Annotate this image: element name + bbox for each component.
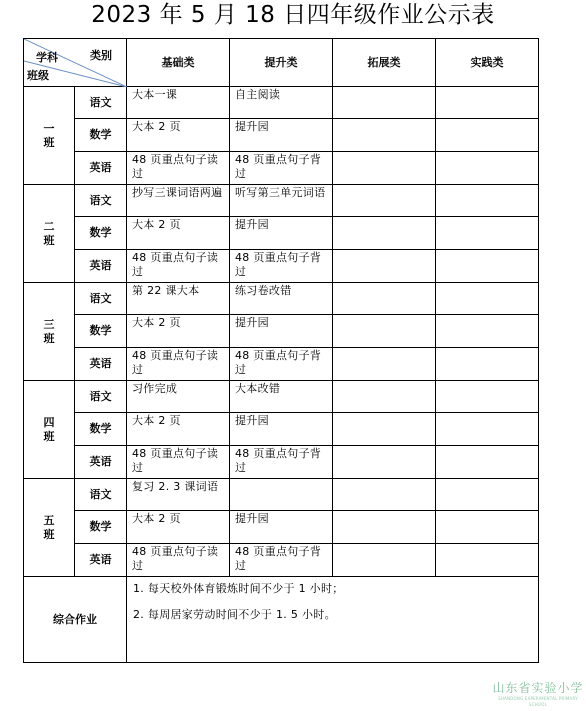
table-row <box>24 544 539 577</box>
table-row <box>24 250 539 283</box>
class-name-cell <box>24 185 75 283</box>
class-name-cell <box>24 87 75 185</box>
extended-homework-cell <box>333 544 436 577</box>
practice-homework-cell <box>436 283 539 315</box>
basic-homework-cell: 复习 2. 3 课词语 <box>127 479 230 511</box>
advanced-homework-cell <box>230 479 333 511</box>
basic-homework-cell: 大本 2 页 <box>127 315 230 348</box>
class-name: 一班 <box>43 121 55 149</box>
basic-homework-cell: 大本一课 <box>127 87 230 119</box>
subject-cell: 英语 <box>75 348 127 381</box>
class-name-cell <box>24 283 75 381</box>
table-row <box>24 479 539 511</box>
table-row <box>24 87 539 119</box>
page-title: 2023 年 5 月 18 日四年级作业公示表 <box>91 2 495 28</box>
class-name: 五班 <box>43 513 55 541</box>
class-axis-label: 班级 <box>27 69 49 82</box>
extended-homework-cell <box>333 479 436 511</box>
summary-label: 综合作业 <box>24 577 127 663</box>
subject-cell: 英语 <box>75 446 127 479</box>
practice-homework-cell <box>436 185 539 217</box>
summary-row <box>24 577 539 663</box>
advanced-homework-cell: 提升园 <box>230 511 333 544</box>
class-name: 三班 <box>43 317 55 345</box>
extended-homework-cell <box>333 250 436 283</box>
advanced-homework-cell: 听写第三单元词语 <box>230 185 333 217</box>
table-row <box>24 511 539 544</box>
extended-homework-cell <box>333 381 436 413</box>
class-name-cell <box>24 381 75 479</box>
advanced-homework-cell: 大本改错 <box>230 381 333 413</box>
school-logo-english: SHANDONG EXPERIMENTAL PRIMARY SCHOOL <box>498 696 578 707</box>
practice-homework-cell <box>436 413 539 446</box>
basic-homework-cell: 48 页重点句子读过 <box>127 250 230 283</box>
extended-homework-cell <box>333 283 436 315</box>
subject-cell: 语文 <box>75 185 127 217</box>
basic-homework-cell: 大本 2 页 <box>127 217 230 250</box>
column-header-practice: 实践类 <box>436 39 539 87</box>
subject-cell: 英语 <box>75 250 127 283</box>
extended-homework-cell <box>333 413 436 446</box>
advanced-homework-cell: 48 页重点句子背过 <box>230 446 333 479</box>
advanced-homework-cell: 48 页重点句子背过 <box>230 348 333 381</box>
practice-homework-cell <box>436 544 539 577</box>
basic-homework-cell: 大本 2 页 <box>127 511 230 544</box>
advanced-homework-cell: 自主阅读 <box>230 87 333 119</box>
basic-homework-cell: 48 页重点句子读过 <box>127 446 230 479</box>
practice-homework-cell <box>436 381 539 413</box>
practice-homework-cell <box>436 315 539 348</box>
subject-cell: 数学 <box>75 119 127 152</box>
extended-homework-cell <box>333 511 436 544</box>
extended-homework-cell <box>333 217 436 250</box>
practice-homework-cell <box>436 446 539 479</box>
practice-homework-cell <box>436 152 539 185</box>
practice-homework-cell <box>436 250 539 283</box>
subject-cell: 数学 <box>75 413 127 446</box>
header-row <box>24 39 539 87</box>
table-row <box>24 283 539 315</box>
basic-homework-cell: 大本 2 页 <box>127 413 230 446</box>
table-row <box>24 348 539 381</box>
category-axis-label: 类别 <box>90 49 112 62</box>
basic-homework-cell: 48 页重点句子读过 <box>127 152 230 185</box>
school-logo <box>492 681 584 709</box>
basic-homework-cell: 抄写三课词语两遍 <box>127 185 230 217</box>
advanced-homework-cell: 48 页重点句子背过 <box>230 544 333 577</box>
subject-cell: 数学 <box>75 217 127 250</box>
advanced-homework-cell: 提升园 <box>230 217 333 250</box>
advanced-homework-cell: 48 页重点句子背过 <box>230 152 333 185</box>
table-row <box>24 119 539 152</box>
extended-homework-cell <box>333 348 436 381</box>
advanced-homework-cell: 练习卷改错 <box>230 283 333 315</box>
extended-homework-cell <box>333 446 436 479</box>
table-row <box>24 413 539 446</box>
table-row <box>24 446 539 479</box>
extended-homework-cell <box>333 87 436 119</box>
basic-homework-cell: 48 页重点句子读过 <box>127 544 230 577</box>
subject-cell: 语文 <box>75 381 127 413</box>
class-name: 四班 <box>43 415 55 443</box>
diagonal-header-cell <box>24 39 127 87</box>
basic-homework-cell: 第 22 课大本 <box>127 283 230 315</box>
advanced-homework-cell: 提升园 <box>230 413 333 446</box>
extended-homework-cell <box>333 185 436 217</box>
homework-table <box>23 38 539 663</box>
table-row <box>24 315 539 348</box>
class-name-cell <box>24 479 75 577</box>
table-row <box>24 217 539 250</box>
subject-cell: 语文 <box>75 87 127 119</box>
class-name: 二班 <box>43 219 55 247</box>
summary-item: 2. 每周居家劳动时间不少于 1. 5 小时。 <box>133 608 336 621</box>
basic-homework-cell: 48 页重点句子读过 <box>127 348 230 381</box>
subject-cell: 数学 <box>75 315 127 348</box>
subject-cell: 语文 <box>75 479 127 511</box>
subject-cell: 数学 <box>75 511 127 544</box>
column-header-extended: 拓展类 <box>333 39 436 87</box>
table-row <box>24 152 539 185</box>
practice-homework-cell <box>436 511 539 544</box>
practice-homework-cell <box>436 348 539 381</box>
extended-homework-cell <box>333 315 436 348</box>
column-header-advanced: 提升类 <box>230 39 333 87</box>
basic-homework-cell: 习作完成 <box>127 381 230 413</box>
table-row <box>24 185 539 217</box>
advanced-homework-cell: 提升园 <box>230 315 333 348</box>
extended-homework-cell <box>333 152 436 185</box>
summary-item: 1. 每天校外体育锻炼时间不少于 1 小时； <box>133 582 344 595</box>
practice-homework-cell <box>436 87 539 119</box>
school-logo-name: 山东省实验小学 <box>492 681 584 695</box>
table-row <box>24 381 539 413</box>
subject-cell: 英语 <box>75 152 127 185</box>
practice-homework-cell <box>436 479 539 511</box>
advanced-homework-cell: 提升园 <box>230 119 333 152</box>
extended-homework-cell <box>333 119 436 152</box>
subject-axis-label: 学科 <box>36 51 58 64</box>
summary-content <box>127 577 539 663</box>
column-header-basic: 基础类 <box>127 39 230 87</box>
subject-cell: 语文 <box>75 283 127 315</box>
basic-homework-cell: 大本 2 页 <box>127 119 230 152</box>
subject-cell: 英语 <box>75 544 127 577</box>
practice-homework-cell <box>436 217 539 250</box>
practice-homework-cell <box>436 119 539 152</box>
advanced-homework-cell: 48 页重点句子背过 <box>230 250 333 283</box>
